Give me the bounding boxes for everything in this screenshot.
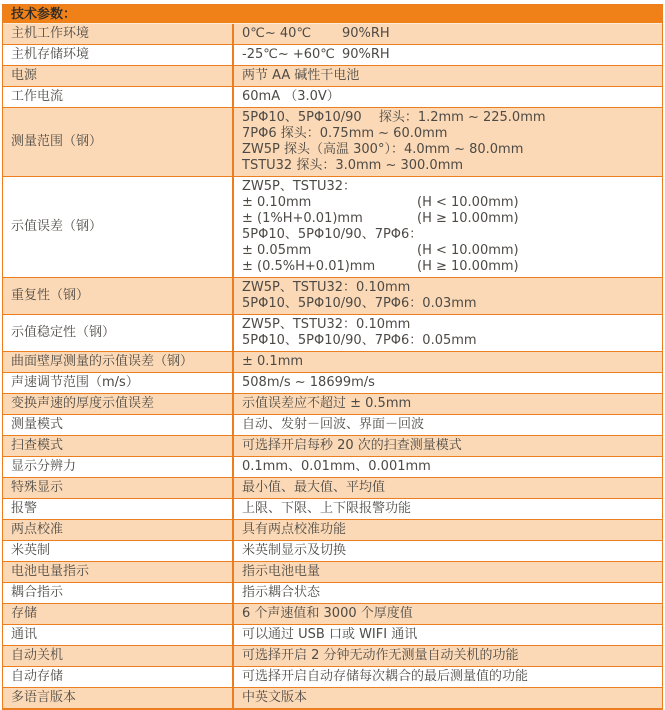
row-value <box>232 541 662 561</box>
row-label: 两点校准 <box>11 522 64 537</box>
row-label: 工作电流 <box>11 89 64 104</box>
value-line: 可以通过 USB 口或 WIFI 通讯 <box>242 627 418 642</box>
value-line: 可选择开启 2 分钟无动作无测量自动关机的功能 <box>242 648 519 663</box>
value-line <box>242 243 656 259</box>
row-value <box>232 583 662 603</box>
table-row <box>3 477 662 498</box>
row-value <box>232 562 662 582</box>
table-row <box>3 107 662 176</box>
value-line: TSTU32 探头：3.0mm ~ 300.0mm <box>242 158 464 173</box>
row-value <box>232 499 662 519</box>
row-label: 曲面壁厚测量的示值误差（钢） <box>11 354 194 369</box>
value-line <box>242 26 656 42</box>
row-value <box>232 66 662 86</box>
value-line-right: (H ≥ 10.00mm) <box>417 211 519 226</box>
table-row <box>3 624 662 645</box>
row-value <box>232 667 662 687</box>
table-row <box>3 540 662 561</box>
value-line: 自动、发射－回波、界面－回波 <box>242 417 425 432</box>
row-value <box>232 315 662 351</box>
table-row <box>3 498 662 519</box>
row-value <box>232 373 662 393</box>
table-row <box>3 351 662 372</box>
value-line-left: ± 0.10mm <box>242 195 312 210</box>
row-label: 电源 <box>11 68 38 83</box>
row-label: 测量范围（钢） <box>11 134 103 149</box>
value-line-left: -25℃~ +60℃ <box>242 47 335 62</box>
row-label: 变换声速的厚度示值误差 <box>11 396 155 411</box>
table-row <box>3 456 662 477</box>
row-value <box>232 646 662 666</box>
value-line-right: (H < 10.00mm) <box>417 243 519 258</box>
table-row <box>3 666 662 687</box>
value-line: 中英文版本 <box>242 690 308 705</box>
row-value <box>232 688 662 708</box>
row-value <box>232 352 662 372</box>
value-line: ZW5P、TSTU32： <box>242 179 357 194</box>
value-line: 指示耦合状态 <box>242 585 321 600</box>
table-row <box>3 24 662 44</box>
row-value <box>232 45 662 65</box>
value-line-left: 0℃~ 40℃ <box>242 26 312 41</box>
value-line: 米英制显示及切换 <box>242 543 347 558</box>
value-line: 5PΦ10、5PΦ10/90、7PΦ6：0.03mm <box>242 296 477 311</box>
value-line: 具有两点校准功能 <box>242 522 347 537</box>
table-row <box>3 372 662 393</box>
row-label: 扫查模式 <box>11 438 64 453</box>
value-line-left: ± 0.05mm <box>242 243 312 258</box>
table-row <box>3 277 662 314</box>
value-line: 508m/s ~ 18699m/s <box>242 375 375 390</box>
value-line: 最小值、最大值、平均值 <box>242 480 386 495</box>
row-label: 重复性（钢） <box>11 288 90 303</box>
table-row <box>3 435 662 456</box>
table-row <box>3 582 662 603</box>
row-label: 主机存储环境 <box>11 47 90 62</box>
row-value <box>232 278 662 314</box>
value-line-left: ± (1%H+0.01)mm <box>242 211 363 226</box>
value-line <box>242 195 656 211</box>
row-label: 电池电量指示 <box>11 564 90 579</box>
value-line: 上限、下限、上下限报警功能 <box>242 501 412 516</box>
value-line: 可选择开启自动存储每次耦合的最后测量值的功能 <box>242 669 529 684</box>
value-line-left: ± (0.5%H+0.01)mm <box>242 259 376 274</box>
row-value <box>232 177 662 277</box>
row-label: 米英制 <box>11 543 51 558</box>
table-row <box>3 519 662 540</box>
row-label: 通讯 <box>11 627 38 642</box>
row-value <box>232 520 662 540</box>
value-line: ZW5P 探头（高温 300°）：4.0mm ~ 80.0mm <box>242 142 524 157</box>
value-line: 7PΦ6 探头：0.75mm ~ 60.0mm <box>242 126 448 141</box>
row-value <box>232 478 662 498</box>
row-label: 多语言版本 <box>11 690 77 705</box>
value-line <box>242 259 656 275</box>
table-row <box>3 86 662 107</box>
value-line-right: 90%RH <box>342 26 390 41</box>
value-line: 指示电池电量 <box>242 564 321 579</box>
value-line: 5PΦ10、5PΦ10/90 探头：1.2mm ~ 225.0mm <box>242 110 546 125</box>
value-line: 5PΦ10、5PΦ10/90、7PΦ6： <box>242 227 423 242</box>
table-row <box>3 393 662 414</box>
value-line: 60mA （3.0V） <box>242 89 340 104</box>
table-row <box>3 687 662 708</box>
row-value <box>232 415 662 435</box>
value-line: ZW5P、TSTU32：0.10mm <box>242 280 411 295</box>
row-label: 主机工作环境 <box>11 26 90 41</box>
table-row <box>3 561 662 582</box>
row-value <box>232 625 662 645</box>
row-label: 示值误差（钢） <box>11 219 103 234</box>
row-value <box>232 436 662 456</box>
row-label: 声速调节范围（m/s） <box>11 375 139 390</box>
row-label: 存储 <box>11 606 38 621</box>
row-label: 自动存储 <box>11 669 64 684</box>
value-line: 示值误差应不超过 ± 0.5mm <box>242 396 412 411</box>
value-line: 0.1mm、0.01mm、0.001mm <box>242 459 431 474</box>
table-row <box>3 645 662 666</box>
row-value <box>232 604 662 624</box>
value-line-right: (H ≥ 10.00mm) <box>417 259 519 274</box>
value-line: 可选择开启每秒 20 次的扫查测量模式 <box>242 438 462 453</box>
row-value <box>232 24 662 44</box>
table-row <box>3 176 662 277</box>
spec-table <box>2 4 663 710</box>
row-label: 测量模式 <box>11 417 64 432</box>
value-line: 6 个声速值和 3000 个厚度值 <box>242 606 413 621</box>
row-label: 自动关机 <box>11 648 64 663</box>
value-line <box>242 47 656 63</box>
row-value <box>232 394 662 414</box>
table-row <box>3 44 662 65</box>
table-row <box>3 314 662 351</box>
value-line <box>242 211 656 227</box>
value-line: ZW5P、TSTU32：0.10mm <box>242 317 411 332</box>
value-line-right: (H < 10.00mm) <box>417 195 519 210</box>
value-line-right: 90%RH <box>342 47 390 62</box>
value-line: 5PΦ10、5PΦ10/90、7PΦ6：0.05mm <box>242 333 477 348</box>
table-row <box>3 65 662 86</box>
table-row <box>3 414 662 435</box>
value-line: 两节 AA 碱性干电池 <box>242 68 360 83</box>
row-label: 特殊显示 <box>11 480 64 495</box>
row-value <box>232 87 662 107</box>
row-value <box>232 457 662 477</box>
row-value <box>232 108 662 176</box>
table-title: 技术参数： <box>3 5 662 24</box>
row-label: 示值稳定性（钢） <box>11 325 116 340</box>
row-label: 显示分辨力 <box>11 459 77 474</box>
table-row <box>3 603 662 624</box>
value-line: ± 0.1mm <box>242 354 304 369</box>
row-label: 耦合指示 <box>11 585 64 600</box>
table-body <box>3 24 662 708</box>
row-label: 报警 <box>11 501 38 516</box>
